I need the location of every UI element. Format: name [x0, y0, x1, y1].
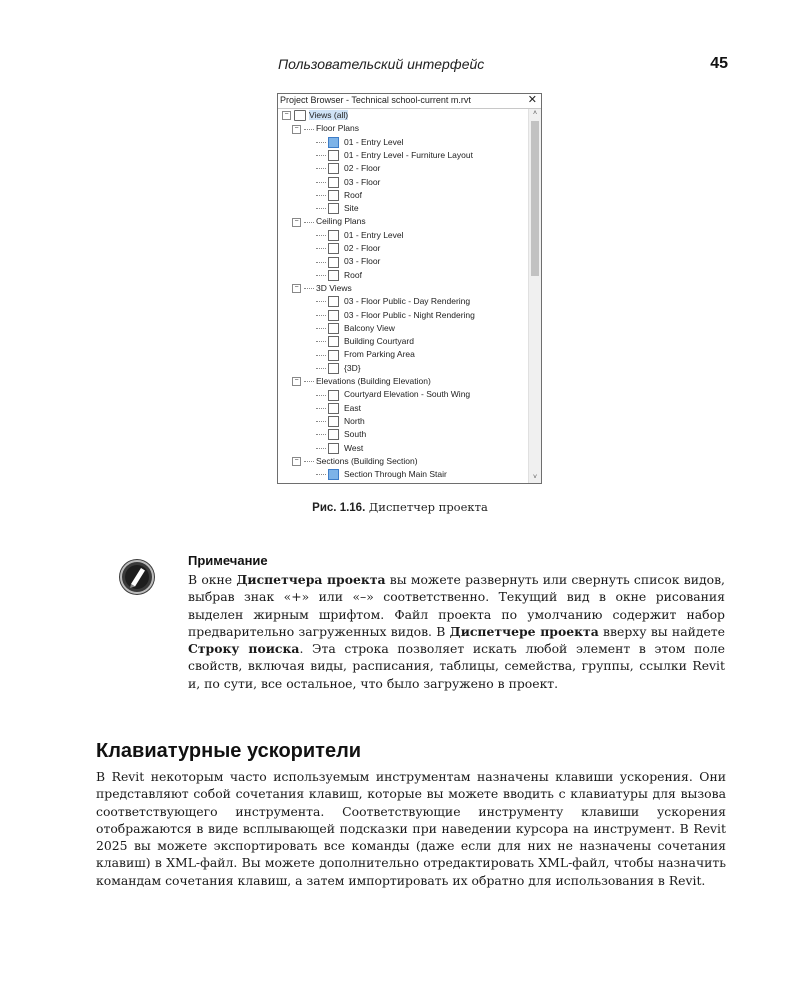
view-icon — [328, 323, 339, 334]
tree-item-label: Building Courtyard — [344, 336, 414, 347]
tree-view-item[interactable] — [316, 309, 475, 322]
tree-item-label: 01 - Entry Level — [344, 136, 404, 147]
tree-connector — [316, 301, 326, 302]
tree-group-item[interactable] — [292, 215, 366, 228]
note-text: В окне — [188, 572, 237, 587]
collapse-toggle-icon[interactable]: − — [292, 125, 301, 134]
view-icon — [328, 203, 339, 214]
scroll-up-icon[interactable]: ˄ — [532, 110, 538, 117]
note-bold-term: Диспетчере проекта — [449, 623, 599, 639]
tree-item-label: From Parking Area — [344, 349, 415, 360]
tree-connector — [316, 195, 326, 196]
tree-connector — [316, 315, 326, 316]
tree-item-label: {3D} — [344, 362, 361, 373]
tree-connector — [316, 421, 326, 422]
section-heading: Клавиатурные ускорители — [96, 740, 362, 762]
note-heading: Примечание — [188, 553, 268, 568]
tree-item-label: 01 - Entry Level - Furniture Layout — [344, 149, 473, 160]
tree-connector — [316, 248, 326, 249]
view-icon — [328, 137, 339, 148]
tree-item-label: South — [344, 429, 367, 440]
tree-view-item[interactable] — [316, 136, 404, 149]
tree-item-label: East — [344, 402, 362, 413]
view-icon — [328, 310, 339, 321]
body-paragraph: В Revit некоторым часто используемым инструментам назначены клавиши ускорения. Они представляют собой сочетания клавиш, которые вы можете вводить с клавиатуры для вызова соответствующего инструмента. Соответствующие инструменту клавиши ускорения отображаются в виде всплывающей подсказки при наведении курсора на инструмент. В Revit 2025 вы можете экспортировать все команды (даже если для них не назначены сочетания клавиш) в XML-файл. Вы можете дополнительно отредактировать XML-файл, чтобы назначить командам сочетания клавиш, а затем импортировать их обратно для использования в Revit. — [96, 769, 726, 888]
tree-item-label: West — [344, 442, 364, 453]
view-icon — [328, 390, 339, 401]
collapse-toggle-icon[interactable]: − — [292, 377, 301, 386]
tree-connector — [316, 368, 326, 369]
tree-view-item[interactable] — [316, 335, 414, 348]
running-head — [278, 56, 728, 76]
tree-item-label: 03 - Floor — [344, 176, 381, 187]
view-icon — [328, 190, 339, 201]
view-icon — [328, 257, 339, 268]
note-text: вверху вы найдете — [598, 623, 725, 639]
tree-connector — [316, 434, 326, 435]
note-body — [188, 571, 725, 692]
tree-view-item[interactable] — [316, 388, 470, 401]
tree-connector — [316, 408, 326, 409]
view-icon — [328, 336, 339, 347]
tree-item-label: Roof — [344, 269, 362, 280]
tree-view-item[interactable] — [316, 362, 361, 375]
tree-connector — [316, 155, 326, 156]
tree-group-item[interactable] — [292, 455, 418, 468]
tree-item-label: Floor Plans — [316, 123, 359, 134]
tree-root-item[interactable] — [282, 109, 348, 122]
tree-group-item[interactable] — [292, 375, 431, 388]
project-browser-screenshot — [277, 93, 542, 484]
tree-connector — [304, 381, 314, 382]
note-bold-term: Диспетчера проекта — [236, 572, 386, 587]
tree-view-item[interactable] — [316, 322, 395, 335]
project-browser-title: Project Browser - Technical school-current m.rvt — [280, 95, 471, 105]
tree-connector — [304, 288, 314, 289]
view-icon — [328, 363, 339, 374]
tree-item-label: Views (all) — [309, 110, 349, 120]
tree-item-label: Courtyard Elevation - South Wing — [344, 389, 471, 400]
view-icon — [328, 296, 339, 307]
scroll-down-icon[interactable]: ˅ — [532, 474, 538, 481]
tree-connector — [316, 395, 326, 396]
view-icon — [328, 429, 339, 440]
scrollbar-thumb[interactable] — [531, 121, 539, 276]
close-icon[interactable]: ✕ — [527, 94, 537, 106]
tree-view-item[interactable] — [316, 149, 473, 162]
tree-item-label: Section Through Main Stair — [344, 469, 447, 480]
view-icon — [328, 230, 339, 241]
tree-connector — [316, 341, 326, 342]
tree-connector — [304, 222, 314, 223]
project-browser-tree — [278, 109, 529, 483]
view-icon — [328, 469, 339, 480]
view-icon — [328, 416, 339, 427]
tree-connector — [316, 355, 326, 356]
tree-item-label: 3D Views — [316, 282, 352, 293]
tree-view-item[interactable] — [316, 348, 415, 361]
tree-view-item[interactable] — [316, 202, 359, 215]
note-text: вы можете развернуть или свернуть список видов, выбрав знак «+» или «–» соответственно. Текущий вид в окне рисования выделен жирным шрифтом. Файл проекта по умолчанию содержит набор предварительно загруженных видов. В — [188, 572, 725, 639]
tree-item-label: 03 - Floor — [344, 256, 381, 267]
tree-connector — [316, 474, 326, 475]
tree-item-label: Sections (Building Section) — [316, 455, 418, 466]
view-icon — [328, 243, 339, 254]
tree-connector — [316, 182, 326, 183]
note-text: . Эта строка позволяет искать любой элемент в этом поле свойств, включая виды, расписания, таблицы, семейства, группы, ссылки Revit и, по сути, все остальное, что было загружено в проект. — [188, 641, 725, 691]
tree-connector — [316, 208, 326, 209]
tree-view-item[interactable] — [316, 295, 470, 308]
vertical-scrollbar[interactable] — [528, 109, 541, 483]
tree-item-label: Ceiling Plans — [316, 216, 366, 227]
view-icon — [328, 443, 339, 454]
view-icon — [328, 177, 339, 188]
tree-group-item[interactable] — [292, 282, 352, 295]
note-block — [188, 553, 725, 692]
view-icon — [328, 163, 339, 174]
tree-group-item[interactable] — [292, 122, 359, 135]
view-icon — [328, 150, 339, 161]
tree-item-label: Site — [344, 203, 359, 214]
tree-view-item[interactable] — [316, 468, 447, 481]
tree-item-label: 02 - Floor — [344, 163, 381, 174]
tree-item-label: 01 - Entry Level — [344, 229, 404, 240]
tree-item-label: Elevations (Building Elevation) — [316, 376, 431, 386]
tree-item-label: 03 - Floor Public - Night Rendering — [344, 309, 475, 320]
tree-connector — [316, 328, 326, 329]
view-icon — [328, 270, 339, 281]
running-title: Пользовательский интерфейс — [278, 56, 485, 72]
tree-view-item[interactable] — [316, 415, 365, 428]
tree-view-item[interactable] — [316, 176, 380, 189]
collapse-toggle-icon[interactable]: − — [292, 218, 301, 227]
tree-connector — [316, 262, 326, 263]
project-browser-titlebar — [278, 94, 541, 109]
tree-connector — [316, 275, 326, 276]
tree-item-label: Roof — [344, 189, 362, 200]
tree-view-item[interactable] — [316, 269, 362, 282]
tree-view-item[interactable] — [316, 162, 380, 175]
tree-connector — [316, 142, 326, 143]
tree-view-item[interactable] — [316, 428, 366, 441]
tree-view-item[interactable] — [316, 442, 363, 455]
tree-view-item[interactable] — [316, 189, 362, 202]
views-folder-icon — [294, 110, 306, 121]
tree-connector — [304, 461, 314, 462]
tree-view-item[interactable] — [316, 229, 404, 242]
page-number: 45 — [710, 55, 728, 72]
tree-connector — [316, 448, 326, 449]
tree-connector — [316, 235, 326, 236]
tree-view-item[interactable] — [316, 242, 380, 255]
tree-item-label: 03 - Floor Public - Day Rendering — [344, 296, 471, 307]
figure-caption — [0, 500, 800, 514]
tree-connector — [304, 129, 314, 130]
note-pencil-icon — [117, 557, 157, 597]
collapse-toggle-icon[interactable]: − — [282, 111, 291, 120]
note-bold-term: Строку поиска — [188, 641, 300, 657]
tree-item-label: Balcony View — [344, 322, 395, 333]
tree-view-item[interactable] — [316, 255, 380, 268]
tree-view-item[interactable] — [316, 402, 361, 415]
view-icon — [328, 350, 339, 361]
figure-label: Рис. 1.16. — [312, 502, 366, 514]
collapse-toggle-icon[interactable]: − — [292, 457, 301, 466]
figure-caption-text: Диспетчер проекта — [365, 500, 488, 514]
tree-item-label: North — [344, 415, 365, 426]
tree-item-label: 02 - Floor — [344, 243, 381, 253]
collapse-toggle-icon[interactable]: − — [292, 284, 301, 293]
tree-connector — [316, 168, 326, 169]
view-icon — [328, 403, 339, 414]
